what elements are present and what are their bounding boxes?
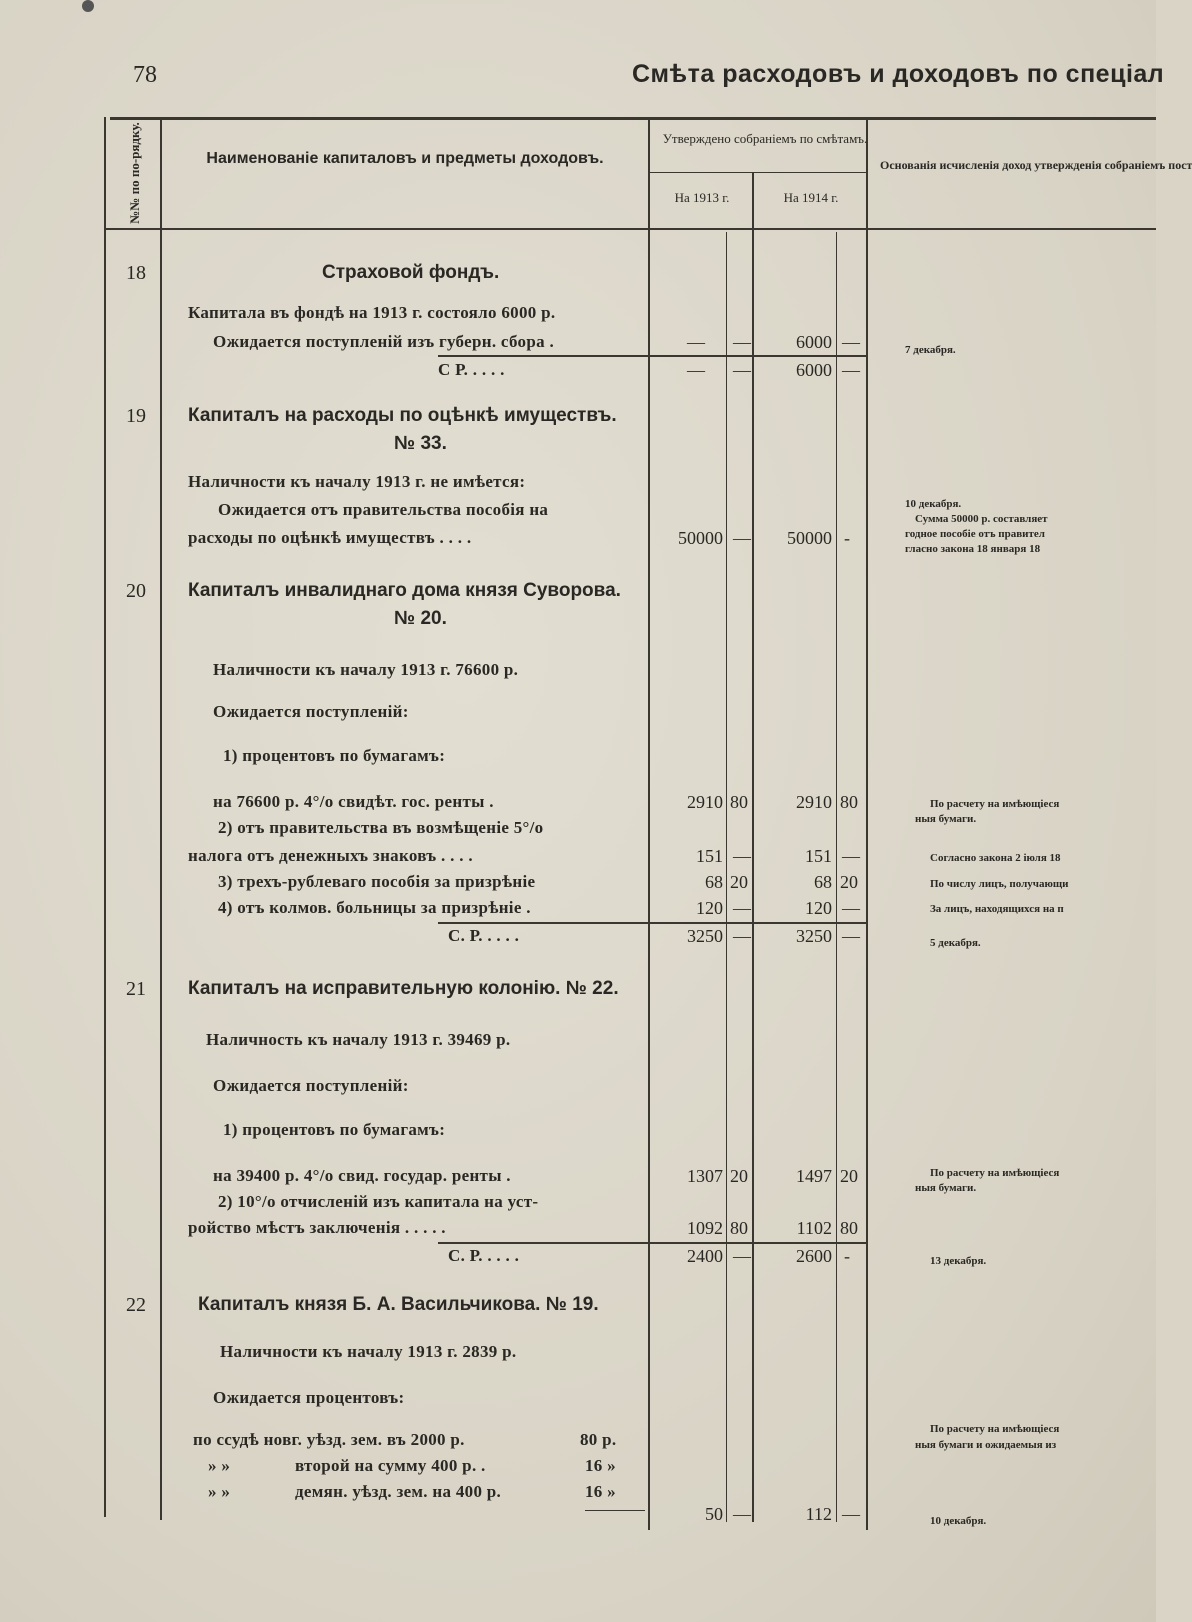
header-year-1913: На 1913 г.	[674, 190, 730, 205]
text-line: Ожидается процентовъ:	[213, 1388, 405, 1407]
amount-1914-kop: 80	[840, 1218, 858, 1238]
amount-1914-rub: 120	[805, 898, 832, 918]
amount-1913-kop: —	[733, 332, 751, 352]
row-number-19: 19	[126, 405, 146, 427]
text-line: расходы по оцѣнкѣ имуществъ . . . .	[188, 528, 472, 547]
subtotal-label: С. Р. . . . .	[448, 926, 520, 945]
amount-1914-kop: 80	[840, 792, 858, 812]
text-line: демян. уѣзд. зем. на 400 р.	[295, 1482, 502, 1501]
section-title-19-number: № 33.	[394, 433, 447, 454]
text-line: Наличности къ началу 1913 г. 2839 р.	[220, 1342, 517, 1361]
subtotal-1914-kop: -	[844, 1246, 850, 1266]
amount-1913-rub: 151	[696, 846, 723, 866]
amount-1914-rub: 151	[805, 846, 832, 866]
interest-value: 80 р.	[580, 1430, 617, 1449]
basis-note: По расчету на имѣющіеся	[930, 798, 1060, 810]
amount-1913-kop: —	[733, 846, 751, 866]
basis-note: Сумма 50000 р. составляет	[915, 513, 1048, 525]
section-title-18: Страховой фондъ.	[322, 262, 500, 283]
section-title-21: Капиталъ на исправительную колонію. № 22.	[188, 978, 619, 999]
ditto-mark: » »	[208, 1482, 231, 1501]
amount-1913-rub: 120	[696, 898, 723, 918]
subtotal-1914-rub: 2600	[796, 1246, 832, 1266]
header-num-col: №№ по по-рядку.	[127, 122, 142, 224]
ink-blot	[82, 0, 94, 12]
amount-1913-kop: 80	[730, 792, 748, 812]
subtotal-1913-kop: —	[733, 360, 751, 380]
interest-value: 16 »	[585, 1482, 616, 1501]
amount-1914-kop: —	[842, 898, 860, 918]
amount-1913-kop: —	[733, 1504, 751, 1524]
section-title-19: Капиталъ на расходы по оцѣнкѣ имуществъ.	[188, 405, 617, 426]
basis-note: ныя бумаги.	[915, 813, 977, 825]
subtotal-1914-rub: 3250	[796, 926, 832, 946]
amount-1914-rub: 2910	[796, 792, 832, 812]
amount-1914-kop: —	[842, 1504, 860, 1524]
subtotal-label: С Р. . . . .	[438, 360, 505, 379]
basis-note: ныя бумаги и ожидаемыя из	[915, 1439, 1057, 1451]
text-line: Наличность къ началу 1913 г. 39469 р.	[206, 1030, 511, 1049]
basis-note: По расчету на имѣющіеся	[930, 1423, 1060, 1435]
interest-value: 16 »	[585, 1456, 616, 1475]
header-basis: Основанія исчисленія доход утвержденія собраніемъ пост	[880, 158, 1192, 172]
basis-note: ныя бумаги.	[915, 1182, 977, 1194]
subtotal-1913-rub: —	[687, 360, 705, 380]
amount-1914-rub: 112	[805, 1504, 832, 1524]
amount-1914-rub: 1102	[796, 1218, 832, 1238]
page-number: 78	[133, 62, 157, 88]
amount-1914-kop: —	[842, 332, 860, 352]
amount-1913-kop: 20	[730, 872, 748, 892]
text-line: на 76600 р. 4°/о свидѣт. гос. ренты .	[213, 792, 494, 811]
text-line: Капитала въ фондѣ на 1913 г. состояло 6000 р.	[188, 303, 556, 322]
basis-note: По расчету на имѣющіеся	[930, 1167, 1060, 1179]
basis-note: Согласно закона 2 іюля 18	[930, 852, 1061, 864]
text-line: по ссудѣ новг. уѣзд. зем. въ 2000 р.	[193, 1430, 465, 1449]
text-line: Ожидается отъ правительства пособія на	[218, 500, 549, 519]
subtotal-1914-kop: —	[842, 926, 860, 946]
amount-1914-rub: 6000	[796, 332, 832, 352]
text-line: налога отъ денежныхъ знаковъ . . . .	[188, 846, 473, 865]
text-line: второй на сумму 400 р. .	[295, 1456, 486, 1475]
basis-note: 10 декабря.	[905, 498, 962, 510]
header-year-1914: На 1914 г.	[783, 190, 839, 205]
text-line: 2) 10°/о отчисленій изъ капитала на уст-	[218, 1192, 539, 1211]
section-title-20-number: № 20.	[394, 608, 447, 629]
text-line: на 39400 р. 4°/о свид. государ. ренты .	[213, 1166, 511, 1185]
basis-note: По числу лицъ, получающи	[930, 878, 1069, 890]
amount-1913-rub: 50	[705, 1504, 723, 1524]
amount-1914-kop: 20	[840, 872, 858, 892]
subtotal-1913-kop: —	[733, 1246, 751, 1266]
amount-1913-rub: 68	[705, 872, 723, 892]
amount-1913-kop: 20	[730, 1166, 748, 1186]
amount-1914-rub: 1497	[796, 1166, 832, 1186]
section-title-20: Капиталъ инвалиднаго дома князя Суворова.	[188, 580, 621, 601]
amount-1913-rub: 2910	[687, 792, 723, 812]
basis-note: годное пособіе отъ правител	[905, 528, 1045, 540]
row-number-21: 21	[126, 978, 146, 1000]
subtotal-1913-rub: 2400	[687, 1246, 723, 1266]
basis-note: 5 декабря.	[930, 937, 981, 949]
text-line: 1) процентовъ по бумагамъ:	[223, 746, 446, 765]
subtotal-1914-kop: —	[842, 360, 860, 380]
amount-1913-kop: 80	[730, 1218, 748, 1238]
amount-1914-kop: 20	[840, 1166, 858, 1186]
running-title: Смѣта расходовъ и доходовъ по спеціал	[632, 60, 1165, 88]
text-line: Ожидается поступленій изъ губерн. сбора .	[213, 332, 555, 351]
amount-1913-kop: —	[733, 898, 751, 918]
subtotal-1914-rub: 6000	[796, 360, 832, 380]
amount-1914-kop: -	[844, 528, 850, 548]
amount-1913-rub: 1092	[687, 1218, 723, 1238]
basis-note: 13 декабря.	[930, 1255, 987, 1267]
amount-1914-rub: 68	[814, 872, 832, 892]
basis-note: За лицъ, находящихся на п	[930, 903, 1064, 915]
text-line: Наличности къ началу 1913 г. не имѣется:	[188, 472, 526, 491]
text-line: Наличности къ началу 1913 г. 76600 р.	[213, 660, 519, 679]
subtotal-label: С. Р. . . . .	[448, 1246, 520, 1265]
subtotal-1913-kop: —	[733, 926, 751, 946]
row-number-22: 22	[126, 1294, 146, 1316]
amount-1913-rub: 1307	[687, 1166, 723, 1186]
ditto-mark: » »	[208, 1456, 231, 1475]
text-line: Ожидается поступленій:	[213, 702, 409, 721]
basis-note: 7 декабря.	[905, 344, 956, 356]
section-title-22: Капиталъ князя Б. А. Васильчикова. № 19.	[198, 1294, 599, 1315]
subtotal-1913-rub: 3250	[687, 926, 723, 946]
text-line: Ожидается поступленій:	[213, 1076, 409, 1095]
header-name-col: Наименованіе капиталовъ и предметы доходовъ.	[206, 150, 604, 167]
basis-note: гласно закона 18 января 18	[905, 543, 1041, 555]
text-line: 4) отъ колмов. больницы за призрѣніе .	[218, 898, 531, 917]
amount-1914-rub: 50000	[787, 528, 832, 548]
row-number-18: 18	[126, 262, 146, 284]
amount-1913-rub: —	[687, 332, 705, 352]
text-line: 3) трехъ-рублеваго пособія за призрѣніе	[218, 872, 536, 891]
basis-note: 10 декабря.	[930, 1515, 987, 1527]
header-approved: Утверждено собраніемъ по смѣтамъ.	[662, 131, 868, 146]
row-number-20: 20	[126, 580, 146, 602]
text-line: ройство мѣстъ заключенія . . . . .	[188, 1218, 446, 1237]
amount-1913-kop: —	[733, 528, 751, 548]
text-line: 1) процентовъ по бумагамъ:	[223, 1120, 446, 1139]
amount-1913-rub: 50000	[678, 528, 723, 548]
text-line: 2) отъ правительства въ возмѣщеніе 5°/о	[218, 818, 544, 837]
amount-1914-kop: —	[842, 846, 860, 866]
